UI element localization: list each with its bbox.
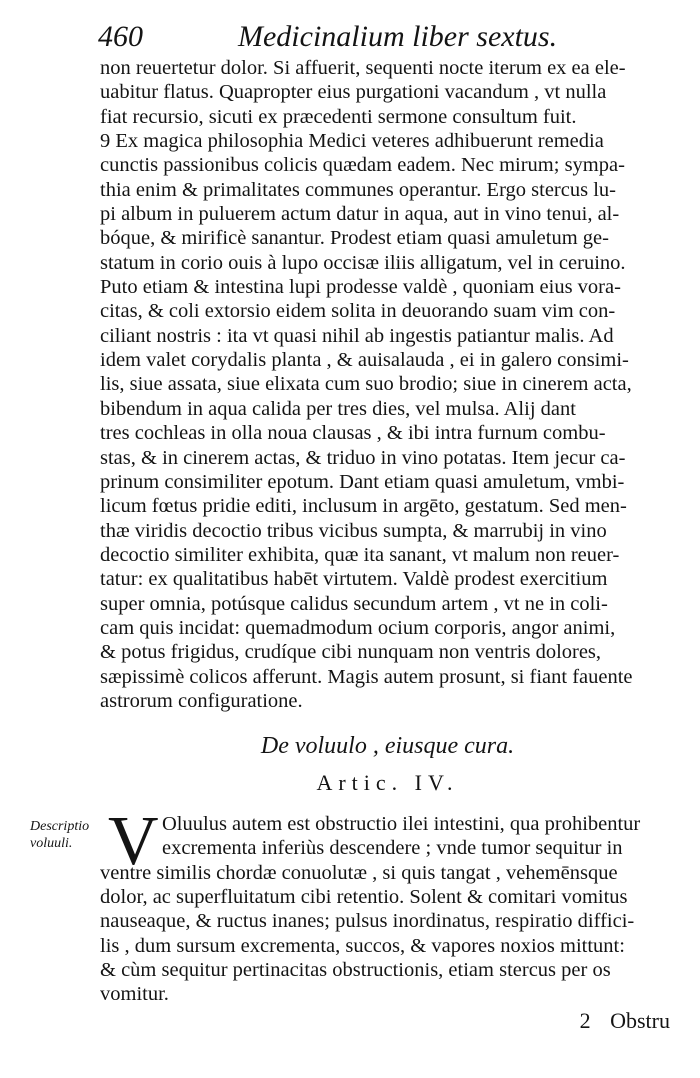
text-line: lis , dum sursum excrementa, succos, & vapores noxios mittunt: <box>100 934 625 957</box>
text-line: thia enim & primalitates communes operantur. Ergo stercus lu- <box>100 178 616 201</box>
main-text-block <box>100 56 675 713</box>
text-line: statum in corio ouis à lupo occisæ iliis alligatum, vel in ceruino. <box>100 251 626 274</box>
text-line: nauseaque, & ructus inanes; pulsus inordinatus, respiratio diffici- <box>100 910 635 933</box>
text-line: 9 Ex magica philosophia Medici veteres adhibuerunt remedia <box>100 130 604 153</box>
text-line: uabitur flatus. Quapropter eius purgationi vacandum , vt nulla <box>100 81 607 104</box>
text-line: prinum consimiliter epotum. Dant etiam quasi amuletum, vmbi- <box>100 470 625 493</box>
text-line: ciliant nostris : ita vt quasi nihil ab ingestis patiantur malis. Ad <box>100 324 614 347</box>
text-line: thæ viridis decoctio tribus vicibus sumpta, & marrubij in vino <box>100 519 607 542</box>
text-line: tatur: ex qualitatibus habēt virtutem. Valdè prodest exercitium <box>100 568 608 591</box>
text-line: idem valet corydalis planta , & auisalauda , ei in galero consimi- <box>100 349 629 372</box>
text-line: & potus frigidus, crudíque cibi nunquam non ventris dolores, <box>100 641 602 664</box>
text-line: decoctio similiter exhibita, quæ ita sanant, vt malum non reuer- <box>100 543 620 566</box>
page-header <box>98 20 658 60</box>
page-footer <box>566 1008 670 1034</box>
text-line: Oluulus autem est obstructio ilei intestini, qua prohibentur <box>162 813 641 835</box>
text-line: pi album in puluerem actum datur in aqua, aut in vino tenui, al- <box>100 203 620 226</box>
text-line: astrorum configuratione. <box>100 689 303 712</box>
text-line: excrementa inferiùs descendere ; vnde tumor sequitur in <box>162 837 623 860</box>
article-heading: Artic. IV. <box>316 770 459 795</box>
text-line: cunctis passionibus colicis quædam eadem. Nec mirum; sympa- <box>100 154 625 177</box>
text-line: sæpissimè colicos afferunt. Magis autem prosunt, si fiant fauente <box>100 665 633 688</box>
text-line: vomitur. <box>100 983 169 1006</box>
signature-mark: 2 <box>579 1008 591 1033</box>
section-title: De voluulo , eiusque cura. <box>260 733 515 759</box>
text-line: bibendum in aqua calida per tres dies, vel mulsa. Alij dant <box>100 397 576 420</box>
text-line: super omnia, potúsque calidus secundum artem , vt ne in coli- <box>100 592 608 615</box>
text-line: cam quis incidat: quemadmodum ocium corporis, angor animi, <box>100 616 616 639</box>
text-line: citas, & coli extorsio eidem solita in deuorando suam vim con- <box>100 300 616 323</box>
text-line: licum fœtus pridie editi, inclusum in argēto, gestatum. Sed men- <box>100 495 627 518</box>
text-line: lis, siue assata, siue elixata cum suo brodio; siue in cinerem acta, <box>100 373 632 396</box>
text-line: non reuertetur dolor. Si affuerit, sequenti nocte iterum ex ea ele- <box>100 57 626 79</box>
running-title: Medicinalium liber sextus. <box>238 20 558 53</box>
margin-note: Descriptio voluuli. <box>30 819 90 851</box>
page-number: 460 <box>98 20 143 53</box>
text-line: Puto etiam & intestina lupi prodesse valdè , quoniam eius vora- <box>100 276 621 299</box>
section-text-block <box>100 803 675 1007</box>
text-line: dolor, ac superfluitatum cibi retentio. Solent & comitari vomitus <box>100 886 628 909</box>
text-line: tres cochleas in olla noua clausas , & ibi intra furnum combu- <box>100 422 606 445</box>
drop-cap: V <box>108 803 159 880</box>
text-line: ventre similis chordæ conuolutæ , si quis tangat , vehemēnsque <box>100 861 618 884</box>
text-line: fiat recursio, sicuti ex præcedenti sermone consultum fuit. <box>100 105 577 128</box>
text-line: & cùm sequitur pertinacitas obstructionis, etiam stercus per os <box>100 959 611 982</box>
text-line: stas, & in cinerem actas, & triduo in vino potatas. Item jecur ca- <box>100 446 626 469</box>
text-line: bóque, & mirificè sanantur. Prodest etiam quasi amuletum ge- <box>100 227 609 250</box>
catchword: Obstru <box>610 1008 670 1033</box>
